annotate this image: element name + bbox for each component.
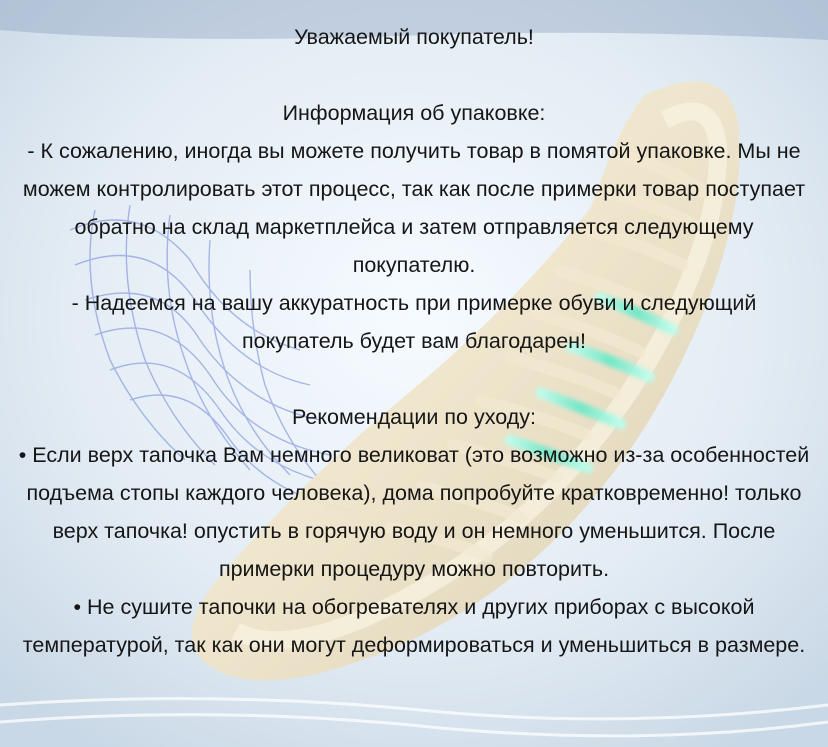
packaging-heading: Информация об упаковке: <box>282 101 546 125</box>
top-banner-partial-text <box>86 0 506 12</box>
spacer <box>18 56 810 94</box>
packaging-note-1: - К сожалению, иногда вы можете получить товар в помятой упаковке. Мы не можем контролировать этот процесс, так как после примерки товар поступает обратно на склад маркетплейса и затем отправляется следующему покупателю. <box>22 139 806 277</box>
packaging-note-2: - Надеемся на вашу аккуратность при примерке обуви и следующий покупатель будет вам благодарен! <box>71 291 757 353</box>
spacer <box>18 360 810 398</box>
care-heading: Рекомендации по уходу: <box>292 405 536 429</box>
notice-text-block <box>18 18 810 664</box>
care-note-2: • Не сушите тапочки на обогревателях и других приборах с высокой температурой, так как они могут деформироваться и уменьшиться в размере. <box>22 595 806 657</box>
care-note-1: • Если верх тапочка Вам немного великоват (это возможно из-за особенностей подъема стопы каждого человека), дома попробуйте кратковременно! только верх тапочка! опустить в горячую воду и он немного уменьшится. После примерки процедуру можно повторить. <box>18 443 810 581</box>
greeting-text: Уважаемый покупатель! <box>294 25 534 49</box>
